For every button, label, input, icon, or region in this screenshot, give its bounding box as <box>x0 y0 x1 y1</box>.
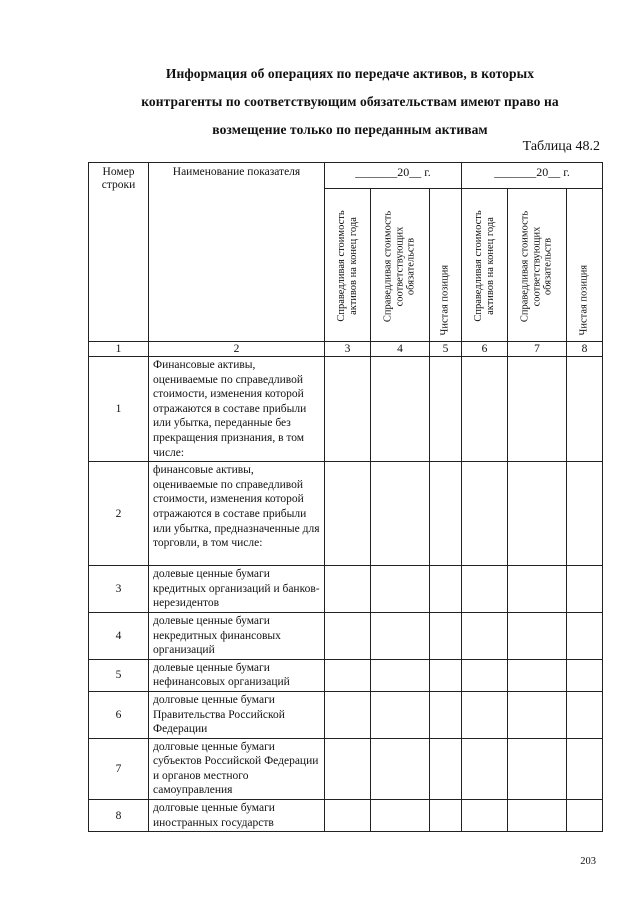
row-name: долговые ценные бумаги субъектов Российской Федерации и органов местного самоуправления <box>149 738 325 799</box>
table-row <box>89 357 603 462</box>
cell-empty <box>430 566 462 613</box>
year-2-label: _______20__ г. <box>494 165 570 179</box>
column-number: 6 <box>462 342 508 357</box>
row-number: 3 <box>89 566 149 613</box>
table-row <box>89 738 603 799</box>
row-number: 5 <box>89 659 149 691</box>
title-line-3: возмещение только по переданным активам <box>212 122 488 137</box>
subheader-cell <box>325 189 371 342</box>
subheader-net-position-2: Чистая позиция <box>578 264 590 335</box>
title-line-1: Информация об операциях по передаче активов, в которых <box>165 66 535 81</box>
header-year-2 <box>462 163 603 189</box>
subheader-cell <box>462 189 508 342</box>
cell-empty <box>462 612 508 659</box>
row-number: 6 <box>89 691 149 738</box>
subheader-net-position-1: Чистая позиция <box>439 264 451 335</box>
title-line-2: контрагенты по соответствующим обязательствам имеют право на <box>141 94 559 109</box>
cell-empty <box>430 659 462 691</box>
cell-empty <box>508 612 567 659</box>
assets-transfer-table <box>88 162 603 832</box>
cell-empty <box>567 357 603 462</box>
column-number: 5 <box>430 342 462 357</box>
cell-empty <box>508 659 567 691</box>
cell-empty <box>567 612 603 659</box>
table-row <box>89 462 603 566</box>
cell-empty <box>567 659 603 691</box>
table-row <box>89 659 603 691</box>
cell-empty <box>462 357 508 462</box>
row-number: 7 <box>89 738 149 799</box>
cell-empty <box>508 357 567 462</box>
cell-empty <box>462 738 508 799</box>
cell-empty <box>430 357 462 462</box>
cell-empty <box>567 800 603 832</box>
cell-empty <box>371 659 430 691</box>
cell-empty <box>371 691 430 738</box>
cell-empty <box>508 566 567 613</box>
cell-empty <box>567 462 603 566</box>
table-row <box>89 800 603 832</box>
row-number: 8 <box>89 800 149 832</box>
page-number: 203 <box>580 856 596 867</box>
cell-empty <box>462 659 508 691</box>
cell-empty <box>325 738 371 799</box>
subheader-fair-value-liabilities-2: Справедливая стоимость соответствующих обязательств <box>519 210 554 322</box>
subheader-cell <box>508 189 567 342</box>
row-name: долевые ценные бумаги нефинансовых организаций <box>149 659 325 691</box>
cell-empty <box>371 566 430 613</box>
row-number: 2 <box>89 462 149 566</box>
subheader-fair-value-liabilities-1: Справедливая стоимость соответствующих обязательств <box>382 210 417 322</box>
header-row-number: Номер строки <box>89 163 149 342</box>
column-number: 1 <box>89 342 149 357</box>
cell-empty <box>462 691 508 738</box>
cell-empty <box>371 357 430 462</box>
column-numbers-row <box>89 342 603 357</box>
row-number: 4 <box>89 612 149 659</box>
subheader-fair-value-assets-1: Справедливая стоимость активов на конец года <box>335 210 358 322</box>
table-number: Таблица 48.2 <box>522 139 600 154</box>
column-number: 3 <box>325 342 371 357</box>
year-1-label: _______20__ г. <box>355 165 431 179</box>
cell-empty <box>508 462 567 566</box>
cell-empty <box>567 738 603 799</box>
table-row <box>89 691 603 738</box>
row-name: Финансовые активы, оцениваемые по справедливой стоимости, изменения которой отражаются в составе прибыли или убытка, переданные без прекращения признания, в том числе: <box>149 357 325 462</box>
row-name: долевые ценные бумаги некредитных финансовых организаций <box>149 612 325 659</box>
cell-empty <box>508 800 567 832</box>
cell-empty <box>430 462 462 566</box>
subheader-cell <box>430 189 462 342</box>
cell-empty <box>325 800 371 832</box>
cell-empty <box>371 612 430 659</box>
row-name: долевые ценные бумаги кредитных организаций и банков-нерезидентов <box>149 566 325 613</box>
cell-empty <box>567 566 603 613</box>
subheader-cell <box>371 189 430 342</box>
cell-empty <box>508 691 567 738</box>
cell-empty <box>567 691 603 738</box>
cell-empty <box>462 566 508 613</box>
cell-empty <box>325 659 371 691</box>
row-name: финансовые активы, оцениваемые по справедливой стоимости, изменения которой отражаются в составе прибыли или убытка, предназначенные для торговли, в том числе: <box>149 462 325 566</box>
table-row <box>89 566 603 613</box>
cell-empty <box>325 566 371 613</box>
cell-empty <box>430 691 462 738</box>
cell-empty <box>325 357 371 462</box>
cell-empty <box>430 800 462 832</box>
subheader-cell <box>567 189 603 342</box>
cell-empty <box>462 462 508 566</box>
cell-empty <box>430 738 462 799</box>
table-row <box>89 612 603 659</box>
cell-empty <box>508 738 567 799</box>
column-number: 8 <box>567 342 603 357</box>
column-number: 2 <box>149 342 325 357</box>
document-title <box>80 60 620 144</box>
cell-empty <box>430 612 462 659</box>
row-name: долговые ценные бумаги иностранных государств <box>149 800 325 832</box>
cell-empty <box>371 738 430 799</box>
cell-empty <box>462 800 508 832</box>
cell-empty <box>325 612 371 659</box>
cell-empty <box>371 462 430 566</box>
cell-empty <box>325 691 371 738</box>
cell-empty <box>325 462 371 566</box>
column-number: 7 <box>508 342 567 357</box>
subheader-fair-value-assets-2: Справедливая стоимость активов на конец года <box>472 210 496 322</box>
header-indicator-name: Наименование показателя <box>149 163 325 342</box>
row-name: долговые ценные бумаги Правительства Российской Федерации <box>149 691 325 738</box>
row-number: 1 <box>89 357 149 462</box>
cell-empty <box>371 800 430 832</box>
header-year-1 <box>325 163 462 189</box>
column-number: 4 <box>371 342 430 357</box>
